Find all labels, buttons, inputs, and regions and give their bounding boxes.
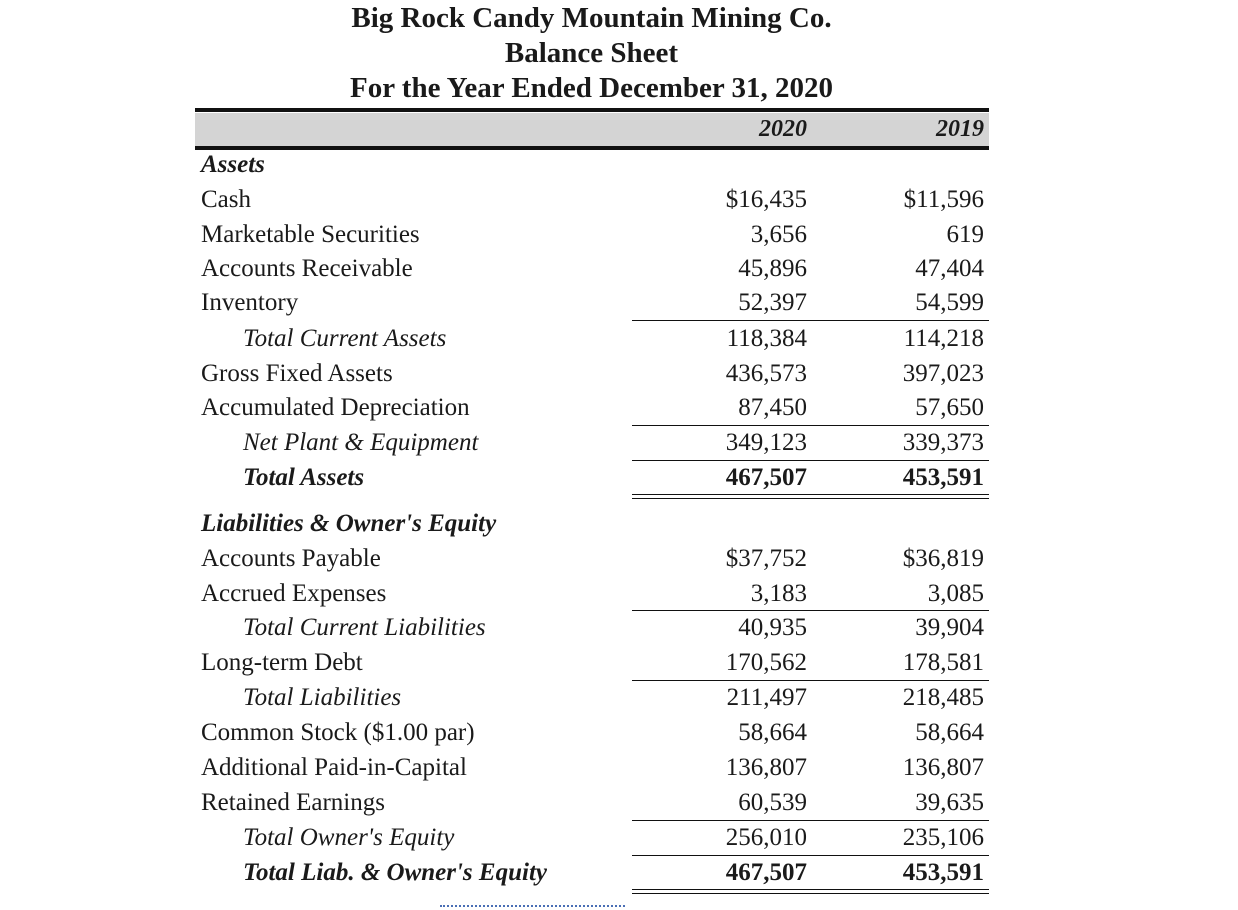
row-label: Total Owner's Equity: [243, 824, 455, 851]
value-2020: 349,123: [725, 429, 807, 456]
row-label: Additional Paid-in-Capital: [201, 754, 467, 781]
table-row: [0, 751, 1238, 785]
column-header-2019: 2019: [936, 116, 984, 142]
value-2019: 39,904: [915, 614, 984, 641]
table-row: [0, 391, 1238, 425]
value-2019: 218,485: [902, 684, 984, 711]
column-header-2020: 2020: [759, 116, 807, 142]
dotted-underline: [440, 905, 625, 907]
value-2019: 47,404: [915, 255, 984, 282]
row-label: Long-term Debt: [201, 649, 363, 676]
row-label: Total Current Liabilities: [243, 614, 486, 641]
value-2019: 114,218: [903, 325, 984, 352]
value-2020: 467,507: [725, 464, 807, 491]
value-2020: $37,752: [725, 545, 807, 572]
value-2019: 136,807: [902, 754, 984, 781]
table-row: [0, 681, 1238, 715]
value-2020: 118,384: [726, 325, 807, 352]
row-label: Accounts Payable: [201, 545, 381, 572]
assets-heading-row: [0, 148, 1238, 182]
table-row: [0, 286, 1238, 320]
table-row: [0, 426, 1238, 460]
table-row: [0, 357, 1238, 391]
row-label: Gross Fixed Assets: [201, 360, 393, 387]
table-row: [0, 786, 1238, 820]
table-row: [0, 322, 1238, 356]
row-label: Accrued Expenses: [201, 580, 387, 607]
table-row: [0, 611, 1238, 645]
double-rule-bottom: [632, 893, 989, 894]
value-2019: $36,819: [902, 545, 984, 572]
statement-period: For the Year Ended December 31, 2020: [349, 72, 833, 104]
value-2019: 339,373: [902, 429, 984, 456]
row-label: Net Plant & Equipment: [243, 429, 479, 456]
table-row: [0, 542, 1238, 576]
value-2019: 453,591: [902, 464, 984, 491]
value-2019: 58,664: [915, 719, 984, 746]
row-label: Total Liabilities: [243, 684, 402, 711]
table-row: [0, 821, 1238, 855]
value-2020: 136,807: [725, 754, 807, 781]
value-2019: 54,599: [915, 289, 984, 316]
table-row: [0, 461, 1238, 495]
value-2020: 87,450: [738, 394, 807, 421]
double-rule-bottom: [632, 498, 989, 499]
table-row: [0, 577, 1238, 611]
table-row: [0, 716, 1238, 750]
value-2019: 3,085: [927, 580, 984, 607]
row-label: Inventory: [201, 289, 299, 316]
row-label: Retained Earnings: [201, 789, 385, 816]
value-2020: $16,435: [725, 186, 807, 213]
value-2020: 256,010: [725, 824, 807, 851]
liabilities-heading: Liabilities & Owner's Equity: [201, 510, 497, 537]
value-2019: 57,650: [915, 394, 984, 421]
column-header-band: [195, 113, 989, 146]
value-2019: 39,635: [915, 789, 984, 816]
value-2020: 40,935: [738, 614, 807, 641]
value-2020: 3,656: [750, 221, 807, 248]
table-row: [0, 646, 1238, 680]
assets-heading: Assets: [201, 151, 265, 178]
header-top-rule: [195, 108, 989, 112]
value-2020: 3,183: [750, 580, 807, 607]
statement-heading: [195, 1, 988, 106]
double-rule-top: [632, 889, 989, 890]
value-2020: 170,562: [725, 649, 807, 676]
table-row: [0, 218, 1238, 252]
value-2019: 453,591: [902, 859, 984, 886]
value-2019: 178,581: [902, 649, 984, 676]
double-rule-top: [632, 494, 989, 495]
value-2020: 52,397: [738, 289, 807, 316]
value-2019: 235,106: [902, 824, 984, 851]
row-label: Total Liab. & Owner's Equity: [243, 859, 547, 886]
row-label: Common Stock ($1.00 par): [201, 719, 475, 746]
row-label: Cash: [201, 186, 251, 213]
value-2019: $11,596: [903, 186, 984, 213]
value-2019: 619: [946, 221, 984, 248]
liabilities-heading-row: [0, 507, 1238, 541]
value-2020: 467,507: [725, 859, 807, 886]
value-2020: 60,539: [738, 789, 807, 816]
row-label: Total Current Assets: [243, 325, 447, 352]
value-2020: 211,497: [726, 684, 807, 711]
row-label: Marketable Securities: [201, 221, 420, 248]
value-2019: 397,023: [902, 360, 984, 387]
table-row: [0, 183, 1238, 217]
table-row: [0, 856, 1238, 890]
subtotal-rule: [632, 320, 989, 321]
value-2020: 436,573: [725, 360, 807, 387]
statement-title: Balance Sheet: [504, 37, 679, 69]
value-2020: 45,896: [738, 255, 807, 282]
row-label: Accounts Receivable: [201, 255, 413, 282]
table-row: [0, 252, 1238, 286]
value-2020: 58,664: [738, 719, 807, 746]
row-label: Accumulated Depreciation: [201, 394, 470, 421]
company-name: Big Rock Candy Mountain Mining Co.: [351, 2, 832, 34]
row-label: Total Assets: [243, 464, 365, 491]
